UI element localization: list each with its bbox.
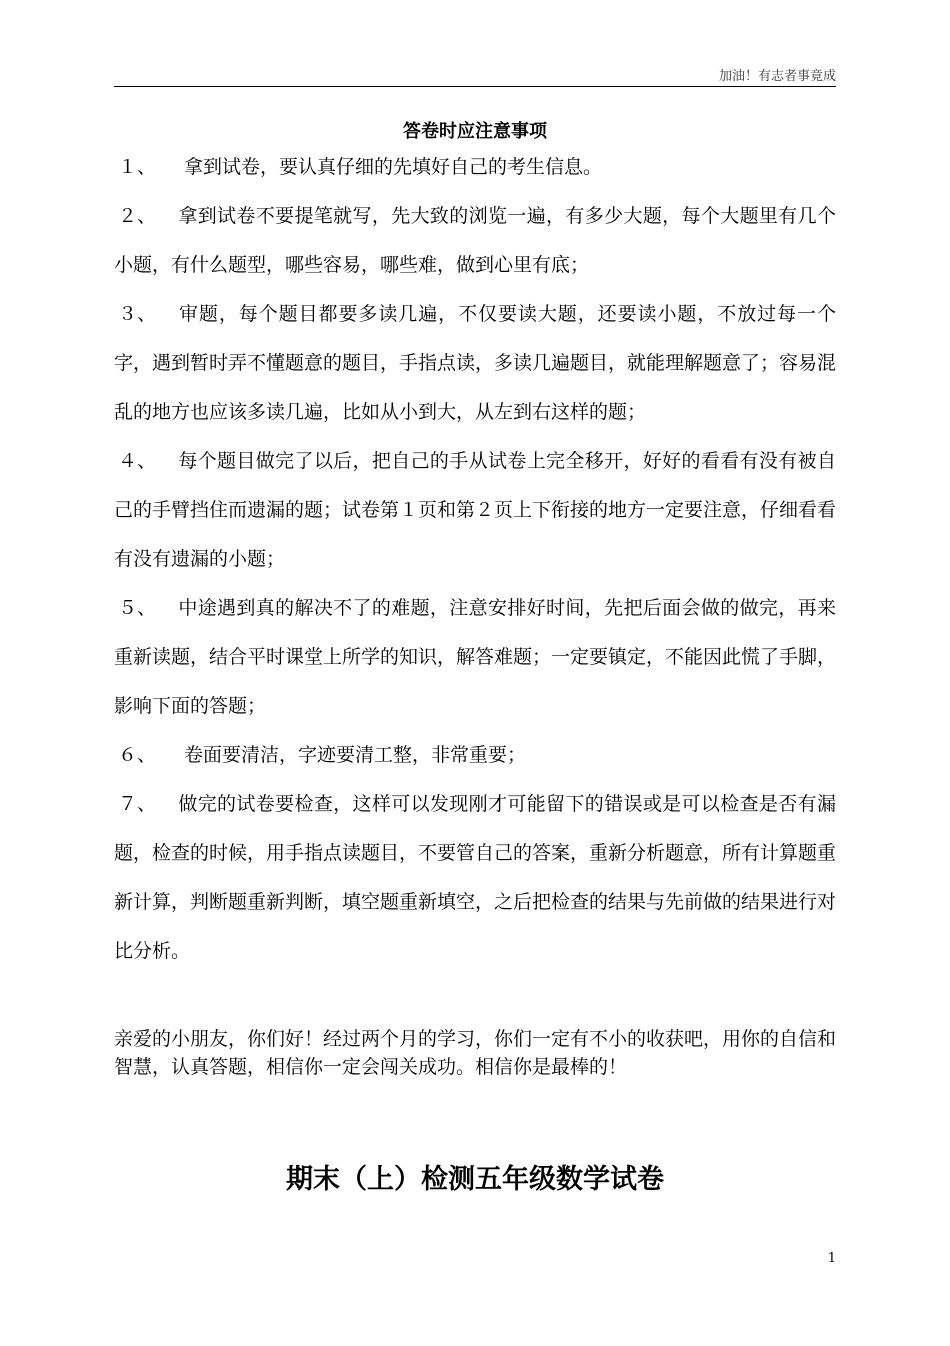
notice-item-4 bbox=[114, 437, 836, 584]
notice-item-text: 审题，每个题目都要多读几遍，不仅要读大题，还要读小题，不放过每一个字，遇到暂时弄不懂题意的题目，手指点读，多读几遍题目，就能理解题意了；容易混乱的地方也应该多读几遍，比如从小到大，从左到右这样的题； bbox=[114, 303, 837, 423]
notice-item-text: 做完的试卷要检查，这样可以发现刚才可能留下的错误或是可以检查是否有漏题，检查的时候，用手指点读题目，不要管自己的答案，重新分析题意，所有计算题重新计算，判断题重新判断，填空题重新填空，之后把检查的结果与先前做的结果进行对比分析。 bbox=[114, 793, 837, 962]
notice-item-3 bbox=[114, 290, 836, 437]
notice-item-number: １、 bbox=[118, 156, 157, 178]
notice-item-number: ６、 bbox=[118, 744, 157, 766]
notice-item-text: 每个题目做完了以后，把自己的手从试卷上完全移开，好好的看看有没有被自己的手臂挡住而遗漏的题；试卷第１页和第２页上下衔接的地方一定要注意，仔细看看有没有遗漏的小题； bbox=[114, 450, 837, 570]
page-number: 1 bbox=[827, 1251, 836, 1266]
notice-title: 答卷时应注意事项 bbox=[403, 121, 547, 142]
notice-item-number: ４、 bbox=[118, 450, 157, 472]
notice-item-text: 拿到试卷，要认真仔细的先填好自己的考生信息。 bbox=[178, 156, 603, 178]
notice-item-7 bbox=[114, 780, 836, 976]
notice-item-number: ５、 bbox=[118, 597, 157, 619]
notice-item-text: 拿到试卷不要提笔就写，先大致的浏览一遍，有多少大题，每个大题里有几个小题，有什么题型，哪些容易，哪些难，做到心里有底； bbox=[114, 205, 836, 276]
page-header bbox=[114, 60, 836, 87]
notice-item-2 bbox=[114, 192, 836, 290]
notice-item-text: 卷面要清洁，字迹要清工整，非常重要； bbox=[178, 744, 527, 766]
greeting-paragraph: 亲爱的小朋友，你们好！经过两个月的学习，你们一定有不小的收获吧，用你的自信和智慧，认真答题，相信你一定会闯关成功。相信你是最棒的！ bbox=[114, 1028, 837, 1078]
notice-item-number: ３、 bbox=[118, 303, 157, 325]
notice-list bbox=[114, 143, 836, 976]
header-motto: 加油！有志者事竟成 bbox=[718, 69, 836, 84]
notice-item-5 bbox=[114, 584, 836, 731]
notice-item-text: 中途遇到真的解决不了的难题，注意安排好时间，先把后面会做的做完，再来重新读题，结合平时课堂上所学的知识，解答难题；一定要镇定，不能因此慌了手脚，影响下面的答题； bbox=[114, 597, 837, 717]
notice-item-number: ２、 bbox=[118, 205, 157, 227]
notice-item-6 bbox=[114, 731, 836, 780]
notice-item-1 bbox=[114, 143, 836, 192]
exam-title: 期末（上）检测五年级数学试卷 bbox=[286, 1164, 664, 1195]
notice-item-number: ７、 bbox=[118, 793, 157, 815]
